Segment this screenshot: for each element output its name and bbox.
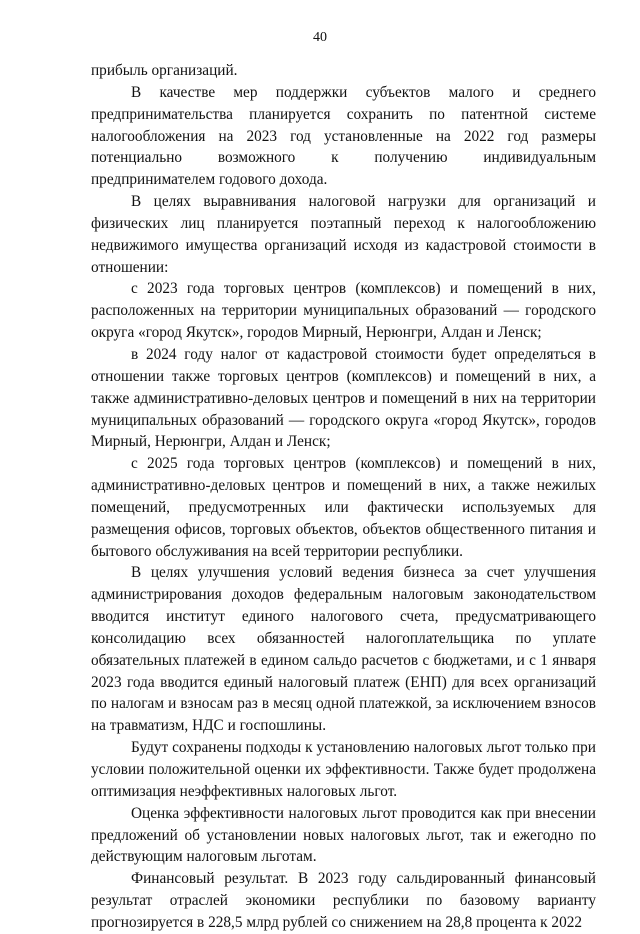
paragraph-tax-benefits: Будут сохранены подходы к установлению налоговых льгот только при условии положительной оценки их эффективности. Также будет продолжена оптимизация неэффективных налоговых льгот. <box>91 739 596 800</box>
document-body <box>91 60 596 934</box>
paragraph-from-2025: с 2025 года торговых центров (комплексов) и помещений в них, административно-деловых центров и помещений в них, а также нежилых помещений, предусмотренных или фактически используемых для размещения офисов, торговых объектов, объектов общественного питания и бытового обслуживания на всей территории республики. <box>91 455 596 560</box>
paragraph-single-tax-account: В целях улучшения условий ведения бизнеса за счет улучшения администрирования доходов федеральным налоговым законодательством вводится институт единого налогового счета, предусматривающего консолидацию всех обязанностей налогоплательщика по уплате обязательных платежей в едином сальдо расчетов с бюджетами, и с 1 января 2023 года вводится единый налоговый платеж (ЕНП) для всех организаций по налогам и взносам раз в месяц одной платежкой, за исключением взносов на травматизм, НДС и госпошлины. <box>91 564 596 735</box>
paragraph-tax-burden: В целях выравнивания налоговой нагрузки для организаций и физических лиц планируется поэтапный переход к налогообложению недвижимого имущества организаций исходя из кадастровой стоимости в отношении: <box>91 193 596 276</box>
paragraph-benefits-evaluation: Оценка эффективности налоговых льгот проводится как при внесении предложений об установлении новых налоговых льгот, так и ежегодно по действующим налоговым льготам. <box>91 804 596 866</box>
paragraph-in-2024: в 2024 году налог от кадастровой стоимости будет определяться в отношении также торговых центров (комплексов) и помещений в них, а также административно-деловых центров и помещений в них на территории муниципальных образований — городского округа «город Якутск», городов Мирный, Нерюнгри, Алдан и Ленск; <box>91 345 596 451</box>
page-number: 40 <box>313 30 327 45</box>
paragraph-patent-system: В качестве мер поддержки субъектов малого и среднего предпринимательства планируется сохранить по патентной системе налогообложения на 2023 год установленные на 2022 год размеры потенциально возможного к получению индивидуальным предпринимателем годового дохода. <box>91 83 596 189</box>
paragraph-financial-result: Финансовый результат. В 2023 году сальдированный финансовый результат отраслей экономики республики по базовому варианту прогнозируется в 228,5 млрд рублей со снижением на 28,8 процента к 2022 <box>91 870 596 931</box>
paragraph-continuation: прибыль организаций. <box>91 62 238 79</box>
paragraph-from-2023: с 2023 года торговых центров (комплексов) и помещений в них, расположенных на территории муниципальных образований — городского округа «город Якутск», городов Мирный, Нерюнгри, Алдан и Ленск; <box>91 280 596 342</box>
